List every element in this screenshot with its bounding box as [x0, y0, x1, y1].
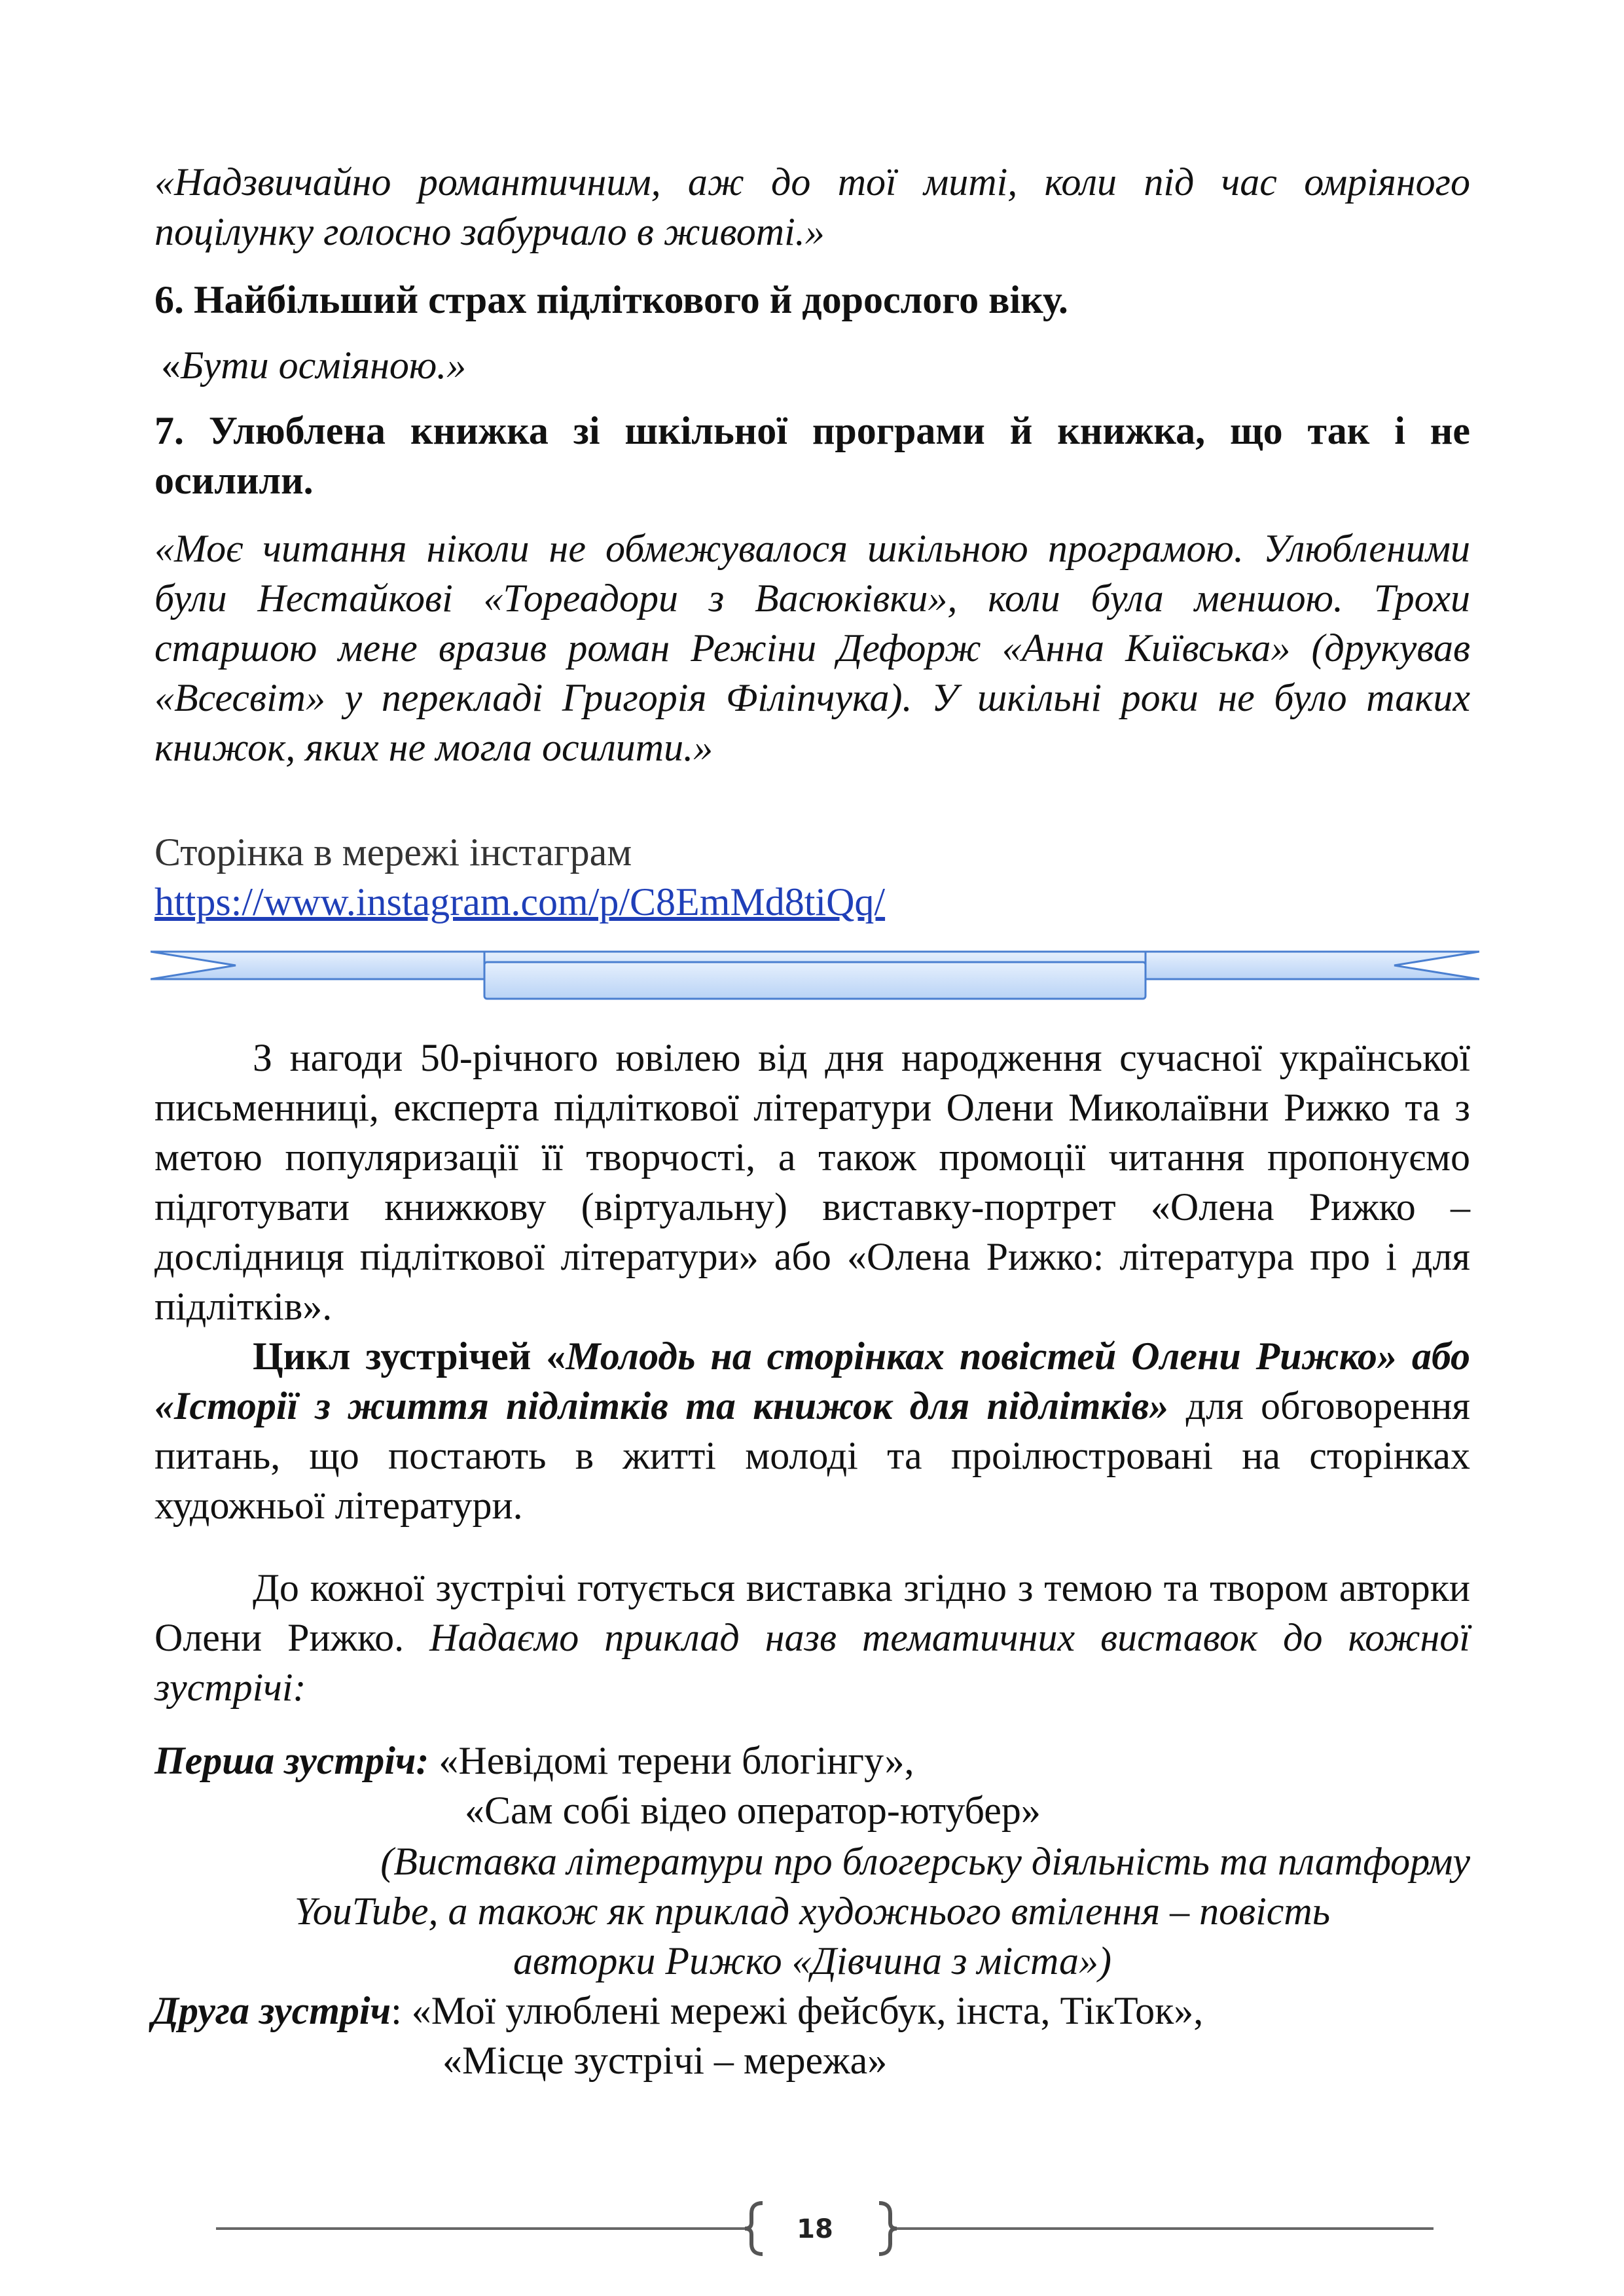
exhibitions-italic: Надаємо приклад назв тематичних виставок до кожної зустрічі:: [154, 1616, 1470, 1709]
meeting-1-note-2: YouTube, а також як приклад художнього втілення – повість: [294, 1890, 1331, 1933]
meeting-1-note-1: (Виставка літератури про блогерську діяльність та платформу: [380, 1840, 1470, 1883]
answer-5: «Надзвичайно романтичним, аж до тої миті, коли під час омріяного поцілунку голосно забурчало в животі.»: [154, 160, 1470, 253]
cycle-title: Молодь на сторінках повістей Олени Рижко» або «Історії з життя підлітків та книжок для підлітків»: [154, 1335, 1470, 1427]
meeting-2-title-1: : «Мої улюблені мережі фейсбук, інста, ТікТок»,: [391, 1989, 1204, 2032]
question-6: 6. Найбільший страх підліткового й дорослого віку.: [154, 278, 1068, 321]
meeting-1-title-1: «Невідомі терени блогінгу»,: [429, 1739, 914, 1782]
meeting-2-title-2: «Місце зустрічі – мережа»: [442, 2039, 888, 2082]
cycle-rest: для обговорення питань, що постають в житті молоді та проілюстровані на сторінках художньої літератури.: [154, 1384, 1471, 1527]
source-label: Сторінка в мережі інстаграм: [154, 831, 632, 874]
question-7: 7. Улюблена книжка зі шкільної програми й книжка, що так і не осилили.: [154, 409, 1470, 502]
answer-6: [161, 340, 1477, 390]
cycle-lead: Цикл зустрічей «: [253, 1335, 566, 1378]
paragraph-cycle: [154, 1331, 1470, 1530]
meeting-2-label: Друга зустріч: [152, 1989, 391, 2032]
page-number: 18: [797, 2214, 833, 2244]
meeting-1-line: [154, 1736, 1470, 1785]
paragraph-intro: З нагоди 50-річного ювілею від дня народження сучасної української письменниці, експерта підліткової літератури Олени Миколаївни Рижко та з метою популяризації її творчості, а також промоції читання пропонуємо підготувати книжкову (віртуальну) виставку-портрет «Олена Рижко – дослідниця підліткової літератури» або «Олена Рижко: література про і для підлітків».: [154, 1036, 1470, 1328]
meeting-1-label: Перша зустріч:: [154, 1739, 429, 1782]
paragraph-exhibitions: [154, 1563, 1470, 1712]
exhibitions-text: До кожної зустрічі готується виставка згідно з темою та твором авторки Олени Рижко.: [154, 1566, 1470, 1659]
meeting-2-line: [152, 1986, 1468, 2036]
meeting-1-title-2: «Сам собі відео оператор-ютубер»: [465, 1789, 1041, 1832]
instagram-link[interactable]: https://www.instagram.com/p/C8EmMd8tiQq/: [154, 880, 886, 924]
meeting-1-note-3: авторки Рижко «Дівчина з міста»): [513, 1939, 1111, 1982]
answer-6-open-quote: «: [161, 344, 181, 387]
answer-6-text: Бути осміяною.»: [181, 344, 467, 387]
answer-7: «Моє читання ніколи не обмежувалося шкільною програмою. Улюбленими були Нестайкові «Тореадори з Васюківки», коли була меншою. Трохи старшою мене вразив роман Режіни Дефорж «Анна Київська» (друкував «Всесвіт» у перекладі Григорія Філіпчука). У шкільні роки не було таких книжок, яких не могла осилити.»: [154, 527, 1470, 769]
ribbon-divider: [151, 942, 1479, 1014]
